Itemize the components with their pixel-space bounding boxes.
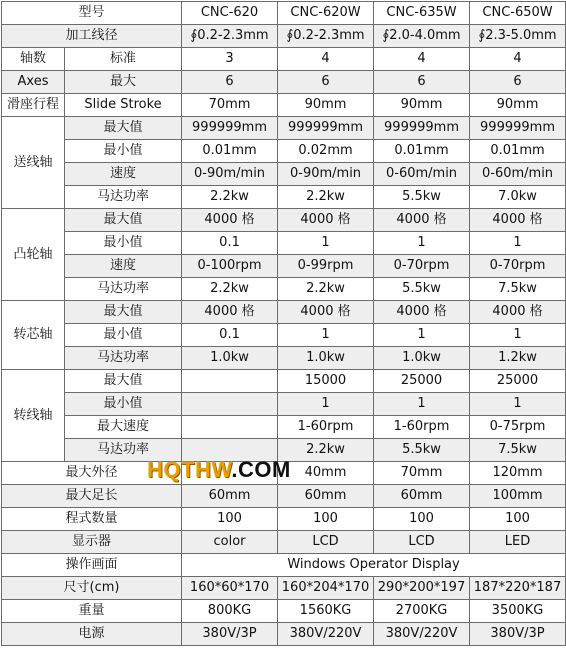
row-label: 尺寸(cm): [2, 577, 182, 600]
row-label: 最大外径: [2, 462, 182, 485]
model-header: CNC-620W: [278, 2, 374, 25]
watermark-part1: HQTHW: [147, 457, 232, 482]
sub-label: Slide Stroke: [65, 94, 182, 117]
value-cell: 4000 格: [374, 301, 470, 324]
sub-label: 马达功率: [65, 186, 182, 209]
table-row: [2, 508, 566, 531]
sub-label: 最小值: [65, 393, 182, 416]
value-cell: 0-60m/min: [374, 163, 470, 186]
table-row: [2, 209, 566, 232]
value-cell: 380V/3P: [470, 623, 566, 646]
value-cell: 6: [374, 71, 470, 94]
value-cell: 60mm: [374, 485, 470, 508]
value-cell: 60mm: [278, 485, 374, 508]
sub-label: 最大值: [65, 117, 182, 140]
value-cell: 999999mm: [470, 117, 566, 140]
value-cell: 4000 格: [470, 209, 566, 232]
value-cell: 1: [374, 232, 470, 255]
row-label: 加工线径: [2, 25, 182, 48]
value-cell: [182, 416, 278, 439]
value-cell: 1-60rpm: [374, 416, 470, 439]
model-header: CNC-650W: [470, 2, 566, 25]
value-cell: 1.2kw: [470, 347, 566, 370]
value-cell: 0-90m/min: [182, 163, 278, 186]
value-cell: 5.5kw: [374, 439, 470, 462]
row-label: Axes: [2, 71, 65, 94]
table-row: [2, 370, 566, 393]
value-cell: 6: [470, 71, 566, 94]
model-header: CNC-620: [182, 2, 278, 25]
table-row: [2, 2, 566, 25]
value-cell: 4000 格: [470, 301, 566, 324]
value-cell: 2700KG: [374, 600, 470, 623]
value-cell: 1: [278, 232, 374, 255]
value-cell: 2.2kw: [182, 278, 278, 301]
value-cell: 1.0kw: [182, 347, 278, 370]
value-cell: 0-99rpm: [278, 255, 374, 278]
value-cell: 7.5kw: [470, 439, 566, 462]
value-cell: ∮0.2-2.3mm: [278, 25, 374, 48]
value-cell: 380V/3P: [182, 623, 278, 646]
value-cell: 160*60*170: [182, 577, 278, 600]
table-row: [2, 531, 566, 554]
value-cell: 1: [470, 324, 566, 347]
table-row: [2, 48, 566, 71]
value-cell: LED: [470, 531, 566, 554]
value-cell: 800KG: [182, 600, 278, 623]
value-cell: 1: [374, 393, 470, 416]
value-cell: 4000 格: [182, 301, 278, 324]
value-cell: 4000 格: [278, 301, 374, 324]
value-cell: 0.01mm: [182, 140, 278, 163]
sub-label: 速度: [65, 255, 182, 278]
value-cell: 380V/220V: [278, 623, 374, 646]
sub-label: 最大值: [65, 209, 182, 232]
value-cell: 7.0kw: [470, 186, 566, 209]
spec-table: [1, 1, 566, 646]
table-row: [2, 324, 566, 347]
table-row: [2, 278, 566, 301]
sub-label: 最小值: [65, 232, 182, 255]
watermark-part2: .COM: [231, 457, 291, 482]
value-cell: 6: [182, 71, 278, 94]
sub-label: 最小值: [65, 324, 182, 347]
value-cell: 0.01mm: [374, 140, 470, 163]
sub-label: 最大: [65, 71, 182, 94]
row-label: 轴数: [2, 48, 65, 71]
model-header: CNC-635W: [374, 2, 470, 25]
value-cell: Windows Operator Display: [182, 554, 566, 577]
value-cell: 1: [374, 324, 470, 347]
value-cell: 4000 格: [278, 209, 374, 232]
value-cell: LCD: [374, 531, 470, 554]
value-cell: [182, 393, 278, 416]
table-row: [2, 600, 566, 623]
value-cell: 7.5kw: [470, 278, 566, 301]
value-cell: 90mm: [470, 94, 566, 117]
value-cell: 290*200*197: [374, 577, 470, 600]
value-cell: 1.0kw: [374, 347, 470, 370]
row-label: 滑座行程: [2, 94, 65, 117]
table-row: [2, 416, 566, 439]
value-cell: 100: [278, 508, 374, 531]
value-cell: 0-60m/min: [470, 163, 566, 186]
value-cell: 120mm: [470, 462, 566, 485]
table-row: [2, 117, 566, 140]
sub-label: 马达功率: [65, 347, 182, 370]
value-cell: 70mm: [182, 94, 278, 117]
value-cell: 999999mm: [182, 117, 278, 140]
header-label: 型号: [2, 2, 182, 25]
value-cell: 1.0kw: [278, 347, 374, 370]
table-row: [2, 393, 566, 416]
value-cell: 380V/220V: [374, 623, 470, 646]
row-label: 电源: [2, 623, 182, 646]
value-cell: 1: [278, 324, 374, 347]
value-cell: 25000: [470, 370, 566, 393]
watermark-logo: [147, 457, 291, 483]
value-cell: LCD: [278, 531, 374, 554]
value-cell: ∮2.0-4.0mm: [374, 25, 470, 48]
value-cell: 0-90m/min: [278, 163, 374, 186]
value-cell: 4000 格: [182, 209, 278, 232]
table-row: [2, 255, 566, 278]
value-cell: 1: [470, 393, 566, 416]
value-cell: 40mm: [278, 462, 374, 485]
table-row: [2, 140, 566, 163]
value-cell: 4: [278, 48, 374, 71]
sub-label: 速度: [65, 163, 182, 186]
group-label: 转线轴: [2, 370, 65, 462]
table-row: [2, 163, 566, 186]
value-cell: 15000: [278, 370, 374, 393]
table-row: [2, 232, 566, 255]
value-cell: [182, 370, 278, 393]
group-label: 转芯轴: [2, 301, 65, 370]
value-cell: 0-75rpm: [470, 416, 566, 439]
value-cell: 4000 格: [374, 209, 470, 232]
value-cell: 100mm: [470, 485, 566, 508]
value-cell: 4: [374, 48, 470, 71]
group-label: 凸轮轴: [2, 209, 65, 301]
value-cell: 4: [470, 48, 566, 71]
value-cell: 90mm: [278, 94, 374, 117]
sub-label: 马达功率: [65, 439, 182, 462]
table-row: [2, 577, 566, 600]
value-cell: 187*220*187: [470, 577, 566, 600]
value-cell: 5.5kw: [374, 278, 470, 301]
row-label: 操作画面: [2, 554, 182, 577]
value-cell: 2.2kw: [278, 439, 374, 462]
table-row: [2, 485, 566, 508]
table-row: [2, 186, 566, 209]
value-cell: 100: [182, 508, 278, 531]
row-label: 重量: [2, 600, 182, 623]
value-cell: 0.01mm: [470, 140, 566, 163]
table-row: [2, 301, 566, 324]
table-row: [2, 347, 566, 370]
table-row: [2, 25, 566, 48]
sub-label: 最大速度: [65, 416, 182, 439]
row-label: 显示器: [2, 531, 182, 554]
group-label: 送线轴: [2, 117, 65, 209]
value-cell: 999999mm: [374, 117, 470, 140]
value-cell: 25000: [374, 370, 470, 393]
value-cell: ∮2.3-5.0mm: [470, 25, 566, 48]
value-cell: color: [182, 531, 278, 554]
value-cell: 999999mm: [278, 117, 374, 140]
value-cell: 0-70rpm: [374, 255, 470, 278]
sub-label: 马达功率: [65, 278, 182, 301]
value-cell: 2.2kw: [278, 278, 374, 301]
value-cell: 160*204*170: [278, 577, 374, 600]
row-label: 最大足长: [2, 485, 182, 508]
table-row: [2, 94, 566, 117]
value-cell: 3: [182, 48, 278, 71]
value-cell: 2.2kw: [182, 186, 278, 209]
table-row: [2, 71, 566, 94]
value-cell: 100: [374, 508, 470, 531]
value-cell: 5.5kw: [374, 186, 470, 209]
value-cell: ∮0.2-2.3mm: [182, 25, 278, 48]
table-row: [2, 554, 566, 577]
value-cell: 0-100rpm: [182, 255, 278, 278]
value-cell: 60mm: [182, 485, 278, 508]
value-cell: 6: [278, 71, 374, 94]
value-cell: 3500KG: [470, 600, 566, 623]
sub-label: 最小值: [65, 140, 182, 163]
value-cell: 1: [470, 232, 566, 255]
value-cell: 70mm: [374, 462, 470, 485]
table-row: [2, 623, 566, 646]
value-cell: 0.02mm: [278, 140, 374, 163]
sub-label: 最大值: [65, 301, 182, 324]
sub-label: 标准: [65, 48, 182, 71]
value-cell: 0.1: [182, 232, 278, 255]
value-cell: 0-70rpm: [470, 255, 566, 278]
spec-table-body: [2, 2, 566, 646]
value-cell: 0.1: [182, 324, 278, 347]
value-cell: 1: [278, 393, 374, 416]
value-cell: 1-60rpm: [278, 416, 374, 439]
sub-label: 最大值: [65, 370, 182, 393]
value-cell: 2.2kw: [278, 186, 374, 209]
value-cell: 100: [470, 508, 566, 531]
value-cell: 90mm: [374, 94, 470, 117]
value-cell: 1560KG: [278, 600, 374, 623]
row-label: 程式数量: [2, 508, 182, 531]
